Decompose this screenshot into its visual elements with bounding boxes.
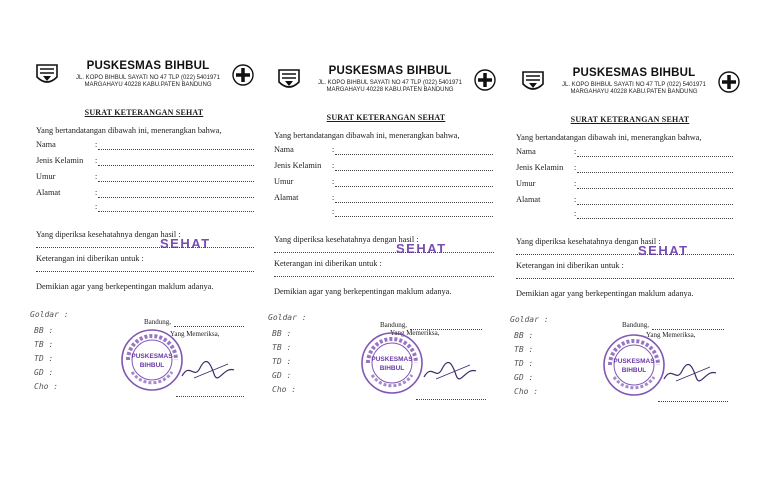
- handwritten-tb: TB :: [272, 343, 292, 352]
- handwritten-tb: TB :: [34, 340, 54, 349]
- purpose-label: Keterangan ini diberikan untuk :: [274, 259, 382, 268]
- form-title: SURAT KETERANGAN SEHAT: [84, 108, 204, 117]
- exam-result-line: [516, 254, 734, 255]
- bandung-regency-logo-icon: [520, 69, 546, 95]
- purpose-line: [274, 276, 494, 277]
- signature-icon: [662, 361, 718, 385]
- handwritten-cho: Cho :: [34, 382, 59, 391]
- handwritten-bb: BB :: [514, 331, 534, 340]
- signature-line: [176, 396, 244, 397]
- address: [546, 82, 722, 96]
- field-address-line-1: [335, 202, 493, 203]
- field-address-line-2: [335, 216, 493, 217]
- official-stamp-icon: [120, 328, 184, 392]
- handwritten-tb: TB :: [514, 345, 534, 354]
- examiner-label: Yang Memeriksa,: [170, 330, 220, 338]
- examiner-label: Yang Memeriksa,: [646, 331, 696, 339]
- field-age-label: Umur: [516, 179, 536, 188]
- purpose-label: Keterangan ini diberikan untuk :: [516, 261, 624, 270]
- purpose-line: [516, 278, 734, 279]
- health-certificate-form-1: PUSKESMAS BIHBUL JL. KOPO BIHBUL SAYATI NO 47 TLP (022) 5401971 MARGAHAYU 40228 KABU.PATEN BANDUNG SURAT KETERANGAN SEHAT Yang bertandatangan dibawah ini, menerangkan bahwa, Nama : Jenis Kelamin : Umur : Alamat : : Yang diperiksa kesehatahnya dengan hasil : SEHAT Keterangan ini diberikan untuk : Demikian agar yang berkepentingan maklum adanya. Goldar : BB : TB : TD : GD : Cho : Bandung, Yang Memeriksa, PUSKESMAS BIHBUL: [20, 50, 268, 420]
- bandung-regency-logo-icon: [34, 62, 60, 88]
- letterhead: [20, 58, 268, 98]
- purpose-label: Keterangan ini diberikan untuk :: [36, 254, 144, 263]
- field-age-label: Umur: [36, 172, 56, 181]
- address: [60, 75, 236, 89]
- field-address-line-2: [577, 218, 733, 219]
- field-age-line: [577, 188, 733, 189]
- form-title: SURAT KETERANGAN SEHAT: [570, 115, 690, 124]
- closing-text: Demikian agar yang berkepentingan maklum adanya.: [36, 282, 214, 291]
- examiner-label: Yang Memeriksa,: [390, 329, 440, 337]
- field-name-line: [577, 156, 733, 157]
- closing-text: Demikian agar yang berkepentingan maklum adanya.: [274, 287, 452, 296]
- field-gender-line: [98, 165, 254, 166]
- org-name: PUSKESMAS BIHBUL: [86, 60, 210, 72]
- exam-result-label: Yang diperiksa kesehatahnya dengan hasil :: [516, 237, 661, 246]
- letterhead: [262, 63, 510, 103]
- stamp-name-text: BIHBUL: [139, 362, 165, 369]
- health-cross-icon: [232, 64, 254, 86]
- org-name: PUSKESMAS BIHBUL: [328, 65, 452, 77]
- stamp-org-text: PUSKESMAS: [613, 358, 655, 365]
- address-line-2: MARGAHAYU 40228 KABU.PATEN BANDUNG: [84, 82, 212, 88]
- health-cross-icon: [474, 69, 496, 91]
- field-age-line: [335, 186, 493, 187]
- field-name-line: [98, 149, 254, 150]
- place-label: Bandung,: [380, 321, 408, 329]
- health-certificate-form-3: PUSKESMAS BIHBUL JL. KOPO BIHBUL SAYATI NO 47 TLP (022) 5401971 MARGAHAYU 40228 KABU.PATEN BANDUNG SURAT KETERANGAN SEHAT Yang bertandatangan dibawah ini, menerangkan bahwa, Nama : Jenis Kelamin : Umur : Alamat : : Yang diperiksa kesehatahnya dengan hasil : SEHAT Keterangan ini diberikan untuk : Demikian agar yang berkepentingan maklum adanya. Goldar : BB : TB : TD : GD : Cho : Bandung, Yang Memeriksa, PUSKESMAS BIHBUL: [506, 57, 754, 427]
- handwritten-gd: GD :: [514, 373, 534, 382]
- bandung-regency-logo-icon: [276, 67, 302, 93]
- handwritten-gd: GD :: [272, 371, 292, 380]
- signature-icon: [422, 359, 478, 383]
- exam-result-line: [36, 247, 254, 248]
- field-name-label: Nama: [516, 147, 536, 156]
- result-stamp: SEHAT: [160, 236, 211, 251]
- field-address-label: Alamat: [36, 188, 61, 197]
- date-line: [174, 326, 244, 327]
- exam-result-label: Yang diperiksa kesehatahnya dengan hasil :: [36, 230, 181, 239]
- signature-line: [416, 399, 486, 400]
- handwritten-cho: Cho :: [272, 385, 297, 394]
- address-line-2: MARGAHAYU 40228 KABU.PATEN BANDUNG: [326, 87, 454, 93]
- field-name-label: Nama: [36, 140, 56, 149]
- address-line-1: JL. KOPO BIHBUL SAYATI NO 47 TLP (022) 5401971: [76, 75, 220, 81]
- stamp-org-text: PUSKESMAS: [371, 356, 413, 363]
- place-label: Bandung,: [622, 321, 650, 329]
- field-address-label: Alamat: [274, 193, 299, 202]
- stamp-org-text: PUSKESMAS: [131, 353, 173, 360]
- place-label: Bandung,: [144, 318, 172, 326]
- purpose-line: [36, 271, 254, 272]
- stamp-name-text: BIHBUL: [621, 367, 647, 374]
- field-gender-line: [577, 172, 733, 173]
- handwritten-bb: BB :: [34, 326, 54, 335]
- exam-result-label: Yang diperiksa kesehatahnya dengan hasil :: [274, 235, 419, 244]
- letterhead: [506, 65, 754, 105]
- field-address-line-1: [98, 197, 254, 198]
- signature-line: [658, 401, 728, 402]
- intro-text: Yang bertandatangan dibawah ini, menerangkan bahwa,: [274, 131, 460, 140]
- handwritten-goldar: Goldar :: [510, 315, 549, 324]
- field-address-line-2: [98, 211, 254, 212]
- closing-text: Demikian agar yang berkepentingan maklum adanya.: [516, 289, 694, 298]
- handwritten-td: TD :: [514, 359, 534, 368]
- handwritten-td: TD :: [272, 357, 292, 366]
- address: [302, 80, 478, 94]
- health-certificate-form-2: PUSKESMAS BIHBUL JL. KOPO BIHBUL SAYATI NO 47 TLP (022) 5401971 MARGAHAYU 40228 KABU.PATEN BANDUNG SURAT KETERANGAN SEHAT Yang bertandatangan dibawah ini, menerangkan bahwa, Nama : Jenis Kelamin : Umur : Alamat : : Yang diperiksa kesehatahnya dengan hasil : SEHAT Keterangan ini diberikan untuk : Demikian agar yang berkepentingan maklum adanya. Goldar : BB : TB : TD : GD : Cho : Bandung, Yang Memeriksa, PUSKESMAS BIHBUL: [262, 55, 510, 425]
- field-address-label: Alamat: [516, 195, 541, 204]
- stamp-name-text: BIHBUL: [379, 365, 405, 372]
- intro-text: Yang bertandatangan dibawah ini, menerangkan bahwa,: [36, 126, 222, 135]
- field-gender-label: Jenis Kelamin: [36, 156, 84, 165]
- result-stamp: SEHAT: [638, 243, 689, 258]
- intro-text: Yang bertandatangan dibawah ini, menerangkan bahwa,: [516, 133, 702, 142]
- handwritten-cho: Cho :: [514, 387, 539, 396]
- field-gender-label: Jenis Kelamin: [274, 161, 322, 170]
- field-age-label: Umur: [274, 177, 294, 186]
- field-address-line-1: [577, 204, 733, 205]
- org-name: PUSKESMAS BIHBUL: [572, 67, 696, 79]
- field-gender-line: [335, 170, 493, 171]
- handwritten-goldar: Goldar :: [30, 310, 69, 319]
- signature-icon: [180, 358, 236, 382]
- address-line-1: JL. KOPO BIHBUL SAYATI NO 47 TLP (022) 5401971: [318, 80, 462, 86]
- form-title: SURAT KETERANGAN SEHAT: [326, 113, 446, 122]
- handwritten-goldar: Goldar :: [268, 313, 307, 322]
- handwritten-bb: BB :: [272, 329, 292, 338]
- field-name-line: [335, 154, 493, 155]
- result-stamp: SEHAT: [396, 241, 447, 256]
- handwritten-td: TD :: [34, 354, 54, 363]
- exam-result-line: [274, 252, 494, 253]
- field-name-label: Nama: [274, 145, 294, 154]
- address-line-2: MARGAHAYU 40228 KABU.PATEN BANDUNG: [570, 89, 698, 95]
- official-stamp-icon: [360, 331, 424, 395]
- field-age-line: [98, 181, 254, 182]
- official-stamp-icon: [602, 333, 666, 397]
- address-line-1: JL. KOPO BIHBUL SAYATI NO 47 TLP (022) 5401971: [562, 82, 706, 88]
- handwritten-gd: GD :: [34, 368, 54, 377]
- date-line: [652, 329, 724, 330]
- field-gender-label: Jenis Kelamin: [516, 163, 564, 172]
- health-cross-icon: [718, 71, 740, 93]
